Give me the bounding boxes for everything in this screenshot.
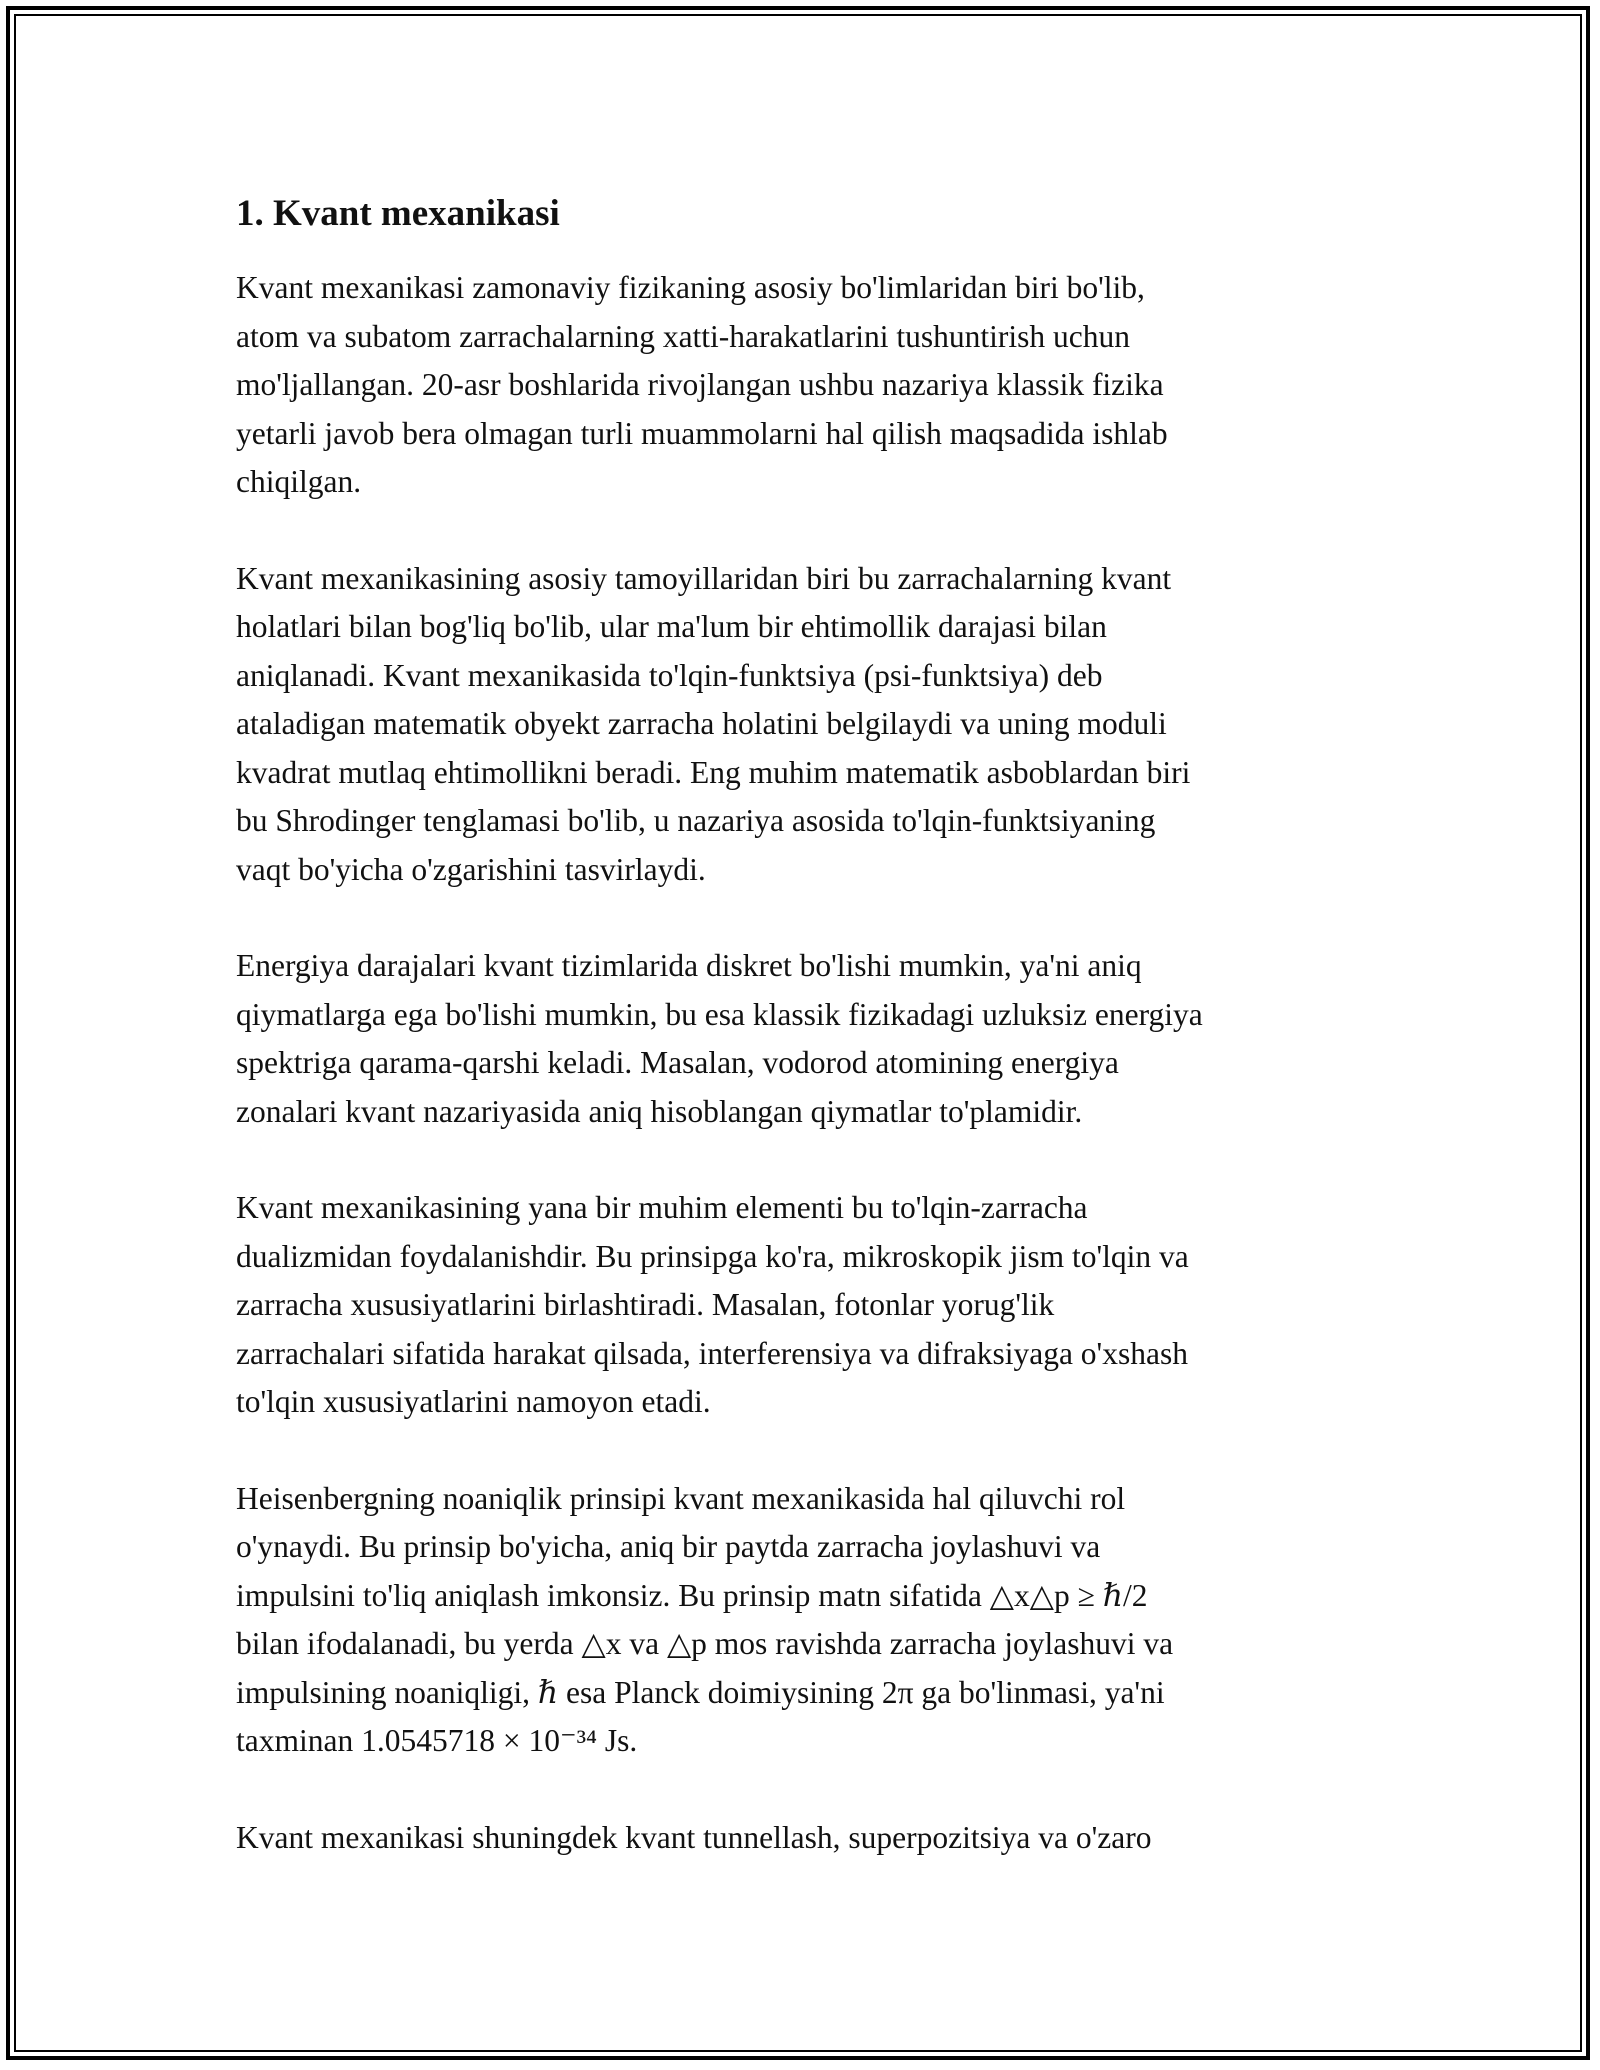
text-line: Kvant mexanikasi zamonaviy fizikaning asosiy bo'limlaridan biri bo'lib, (236, 270, 1145, 305)
text-line: Heisenbergning noaniqlik prinsipi kvant mexanikasida hal qiluvchi rol (236, 1480, 1126, 1516)
paragraph-2 (236, 555, 1366, 895)
paragraph-3 (236, 942, 1366, 1136)
text-line: to'lqin xususiyatlarini namoyon etadi. (236, 1384, 711, 1419)
text-line: Kvant mexanikasining asosiy tamoyillaridan biri bu zarrachalarning kvant (236, 560, 1172, 596)
text-line: vaqt bo'yicha o'zgarishini tasvirlaydi. (236, 851, 706, 887)
paragraph-5 (236, 1475, 1366, 1766)
document-body (236, 186, 1366, 1910)
text-line: dualizmidan foydalanishdir. Bu prinsipga ko'ra, mikroskopik jism to'lqin va (236, 1238, 1189, 1274)
text-line: Kvant mexanikasi shuningdek kvant tunnellash, superpozitsiya va o'zaro (236, 1819, 1152, 1855)
text-line: aniqlanadi. Kvant mexanikasida to'lqin-funktsiya (psi-funktsiya) deb (236, 657, 1103, 693)
text-line: zarrachalari sifatida harakat qilsada, interferensiya va difraksiyaga o'xshash (236, 1335, 1188, 1371)
section-heading: 1. Kvant mexanikasi (236, 193, 560, 234)
text-line: zarracha xususiyatlarini birlashtiradi. Masalan, fotonlar yorug'lik (236, 1287, 1055, 1322)
text-line: spektriga qarama-qarshi keladi. Masalan, vodorod atomining energiya (236, 1045, 1119, 1080)
text-line: ataladigan matematik obyekt zarracha holatini belgilaydi va uning moduli (236, 706, 1167, 741)
text-line: holatlari bilan bog'liq bo'lib, ular ma'lum bir ehtimollik darajasi bilan (236, 609, 1107, 644)
text-line: yetarli javob bera olmagan turli muammolarni hal qilish maqsadida ishlab (236, 415, 1168, 451)
text-line: qiymatlarga ega bo'lishi mumkin, bu esa klassik fizikadagi uzluksiz energiya (236, 996, 1203, 1032)
paragraph-1 (236, 264, 1366, 507)
paragraph-4 (236, 1184, 1366, 1427)
text-line: Kvant mexanikasining yana bir muhim elementi bu to'lqin-zarracha (236, 1190, 1088, 1225)
text-line: bu Shrodinger tenglamasi bo'lib, u nazariya asosida to'lqin-funktsiyaning (236, 803, 1156, 838)
text-line: o'ynaydi. Bu prinsip bo'yicha, aniq bir paytda zarracha joylashuvi va (236, 1529, 1101, 1564)
text-line: bilan ifodalanadi, bu yerda △x va △p mos ravishda zarracha joylashuvi va (236, 1626, 1174, 1661)
text-line: impulsini to'liq aniqlash imkonsiz. Bu prinsip matn sifatida △x△p ≥ ℏ/2 (236, 1577, 1148, 1613)
text-line: chiqilgan. (236, 464, 362, 499)
text-line: taxminan 1.0545718 × 10⁻³⁴ Js. (236, 1723, 638, 1758)
text-line: mo'ljallangan. 20-asr boshlarida rivojlangan ushbu nazariya klassik fizika (236, 367, 1164, 402)
text-line: kvadrat mutlaq ehtimollikni beradi. Eng muhim matematik asboblardan biri (236, 754, 1191, 790)
paragraph-6 (236, 1814, 1366, 1863)
text-line: Energiya darajalari kvant tizimlarida diskret bo'lishi mumkin, ya'ni aniq (236, 948, 1142, 983)
text-line: zonalari kvant nazariyasida aniq hisoblangan qiymatlar to'plamidir. (236, 1093, 1083, 1129)
text-line: atom va subatom zarrachalarning xatti-harakatlarini tushuntirish uchun (236, 318, 1130, 354)
text-line: impulsining noaniqligi, ℏ esa Planck doimiysining 2π ga bo'linmasi, ya'ni (236, 1674, 1165, 1710)
